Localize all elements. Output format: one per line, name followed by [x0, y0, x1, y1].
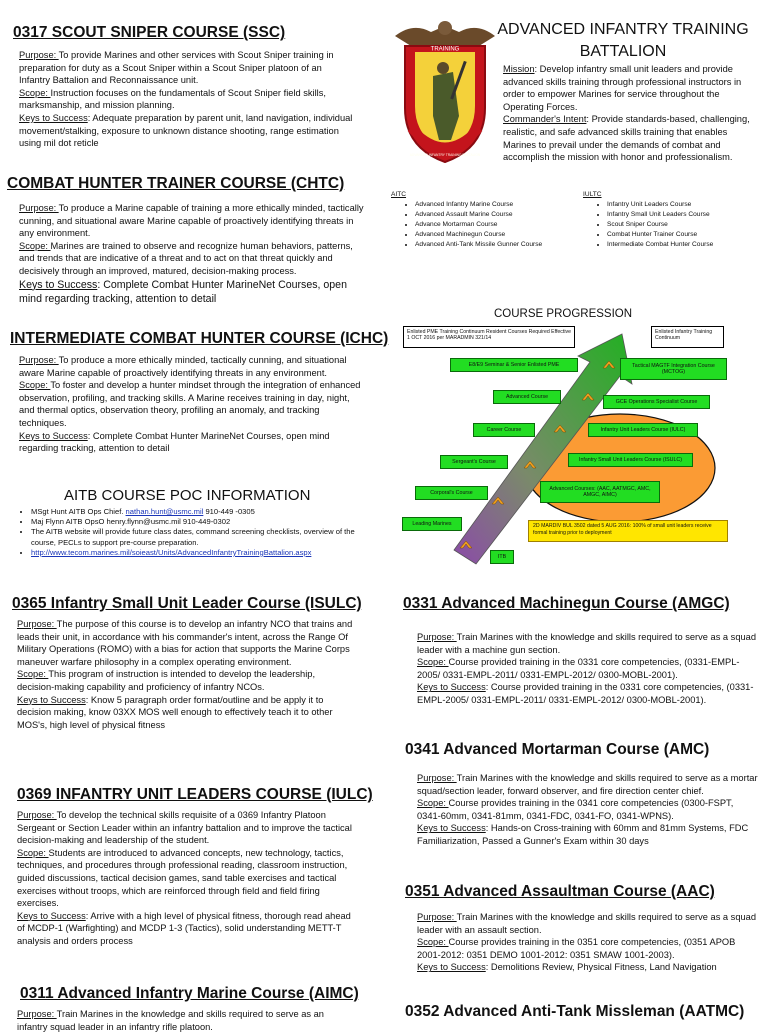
aitb-title: ADVANCED INFANTRY TRAINING BATTALION	[497, 21, 749, 60]
aac-body	[417, 911, 757, 974]
keys-label: Keys to Success	[17, 694, 86, 705]
aac-scope: Course provides training in the 0351 core competencies, (0351 APOB 2001-2012: 0351 DEMO 1001-2012: 0351 SMAW 1001-2003).	[417, 937, 736, 960]
ichc-title: INTERMEDIATE COMBAT HUNTER COURSE (ICHC)	[10, 330, 389, 347]
isulc-purpose: The purpose of this course is to develop an infantry NCO that trains and leads their unit, in accordance with his commander's intent, across the Range Of Military Operations (ROMO) with a bias for action that supports the Marine Corps maneuver warfare philosophy in a complex operating environment.	[17, 619, 353, 667]
aatmc-title: 0352 Advanced Anti-Tank Missleman (AATMC)	[405, 1003, 745, 1020]
purpose-label: Purpose:	[17, 619, 57, 629]
purpose-label: Purpose:	[17, 1009, 57, 1019]
note-pme-continuum: Enlisted PME Training Continuum Resident Courses Required Effective 1 OCT 2016 per MARADMIN 321/14	[403, 326, 575, 348]
scope-label: Scope:	[417, 937, 449, 948]
iultc-list	[583, 190, 713, 250]
iulc-body	[17, 809, 357, 948]
marine-head	[437, 62, 449, 74]
amgc-scope: Course provided training in the 0331 core competencies, (0331-EMPL-2005/ 0331-EMPL-2011/ 0331-EMPL-2012/ 0300-MOBL-2001).	[417, 657, 740, 680]
keys-label: Keys to Success	[19, 430, 88, 441]
list-item: • Intermediate Combat Hunter Course	[607, 240, 713, 250]
mission-text: : Develop infantry small unit leaders and provide advanced skills training through professional instructors in order to empower Marines for service throughout the Operating Forces.	[503, 64, 742, 112]
chtc-purpose: To produce a Marine capable of training a more ethically minded, tactically cunning, and situational aware Marine capable of proactively identifying threats in any environment.	[19, 203, 364, 239]
amc-scope: Course provides training in the 0341 core competencies (0300-FSPT, 0341-60mm, 0341-81mm, 0341-FDC, 0341-FO, 0341-WPNS).	[417, 798, 734, 821]
box-advanced-course: Advanced Course	[493, 390, 561, 404]
emblem-top-text: TRAINING	[430, 46, 460, 53]
iulc-title: 0369 INFANTRY UNIT LEADERS COURSE (IULC)	[17, 786, 373, 803]
list-item: • Scout Sniper Course	[607, 220, 713, 230]
purpose-label: Purpose:	[19, 50, 59, 60]
list-item: • Advance Mortarman Course	[415, 220, 542, 230]
chtc-title: COMBAT HUNTER TRAINER COURSE (CHTC)	[7, 175, 345, 192]
scope-label: Scope:	[17, 847, 49, 858]
poc-hunt-phone: 910-449 -0305	[203, 507, 255, 516]
scope-label: Scope:	[19, 380, 51, 391]
list-item: • Advanced Assault Marine Course	[415, 210, 542, 220]
purpose-label: Purpose:	[19, 203, 59, 213]
poc-item	[31, 507, 371, 517]
aac-keys: : Demolitions Review, Physical Fitness, Land Navigation	[485, 962, 717, 973]
purpose-label: Purpose:	[417, 632, 457, 642]
intent-text: : Provide standards-based, challenging, realistic, and safe advanced skills training that enables Marines to prevail under the demands of combat and accomplish the mission with honor and professionalism.	[503, 114, 750, 163]
iulc-scope: Students are introduced to advanced concepts, new technology, tactics, techniques, and procedures through professional reading, classroom instruction, guided discussions, tactical decision games, sand table exercises and tactical exercises without troops, which are reinforced through field and field firing exercises.	[17, 847, 348, 909]
ssc-title: 0317 SCOUT SNIPER COURSE (SSC)	[13, 24, 286, 41]
scope-label: Scope:	[19, 240, 51, 251]
poc-item: • Maj Flynn AITB OpsO henry.flynn@usmc.mil 910-449-0302	[31, 517, 371, 527]
list-item: • Combat Hunter Trainer Course	[607, 230, 713, 240]
ssc-body	[19, 49, 355, 150]
aitb-body	[503, 63, 755, 164]
note-mardiv-bulletin: 2D MARDIV BUL 3502 dated 5 AUG 2016: 100% of small unit leaders receive formal training prior to deployment	[528, 520, 728, 542]
purpose-label: Purpose:	[417, 773, 457, 783]
scope-label: Scope:	[417, 657, 449, 668]
box-leading-marines: Leading Marines	[402, 517, 462, 531]
progression-title: COURSE PROGRESSION	[494, 308, 633, 320]
amc-body	[417, 772, 759, 848]
ichc-scope: To foster and develop a hunter mindset through the integration of enhanced observation, profiling, and tracking skills. A Marine receives training in day, night, and thermal optics, observation theory, profiling an anomaly, and tracking techniques.	[19, 380, 361, 428]
purpose-label: Purpose:	[417, 912, 457, 922]
scope-label: Scope:	[17, 669, 49, 680]
mission-label: Mission	[503, 64, 535, 74]
keys-label: Keys to Success	[17, 910, 86, 921]
scope-label: Scope:	[417, 798, 449, 809]
note-infantry-continuum: Enlisted Infantry Training Continuum	[651, 326, 724, 348]
ssc-keys: : Adequate preparation by parent unit, land navigation, individual movement/stalking, exposure to unknown distance shooting, range estimation using mil dot reticle	[19, 112, 353, 149]
eagle-head	[438, 21, 452, 35]
amc-title: 0341 Advanced Mortarman Course (AMC)	[405, 741, 710, 758]
poc-title: AITB COURSE POC INFORMATION	[64, 487, 311, 504]
isulc-body	[17, 618, 353, 731]
amgc-title: 0331 Advanced Machinegun Course (AMGC)	[403, 595, 730, 612]
iulc-purpose: To develop the technical skills requisite of a 0369 Infantry Platoon Sergeant or Section Leader within an infantry battalion and to improve the tactical decision-making and leadership of the student.	[17, 810, 352, 846]
aimc-body	[17, 1008, 353, 1033]
box-corporals-course: Corporal's Course	[415, 486, 488, 500]
aac-title: 0351 Advanced Assaultman Course (AAC)	[405, 883, 715, 900]
aac-purpose: Train Marines with the knowledge and skills required to serve as a squad leader with an assault section.	[417, 912, 757, 935]
aitb-emblem	[393, 16, 497, 164]
aitb-website-link[interactable]: http://www.tecom.marines.mil/soieast/Units/AdvancedInfantryTrainingBattalion.aspx	[31, 547, 312, 557]
purpose-label: Purpose:	[19, 355, 59, 365]
amgc-purpose: Train Marines with the knowledge and skills required to serve as a squad leader with a machine gun section.	[417, 632, 757, 655]
aimc-purpose: Train Marines in the knowledge and skills required to serve as an infantry squad leader in an infantry rifle platoon.	[17, 1009, 324, 1032]
isulc-title: 0365 Infantry Small Unit Leader Course (ISULC)	[12, 595, 362, 612]
purpose-label: Purpose:	[17, 810, 57, 820]
iultc-items	[583, 200, 713, 250]
box-iulc: Infantry Unit Leaders Course (IULC)	[588, 423, 698, 437]
ichc-keys: : Complete Combat Hunter MarineNet Courses, open mind regarding tracking, attention to detail	[19, 430, 330, 454]
box-isulc: Infantry Small Unit Leaders Course (ISULC)	[568, 453, 693, 467]
poc-list	[17, 507, 371, 558]
chtc-body	[19, 202, 365, 306]
amc-purpose: Train Marines with the knowledge and skills required to serve as a mortar squad/section leader, forward observer, and fire direction center chief.	[417, 773, 758, 796]
hunt-email-link[interactable]: nathan.hunt@usmc.mil	[125, 507, 204, 516]
keys-label: Keys to Success	[417, 823, 486, 834]
iultc-label: IULTC	[583, 191, 602, 198]
isulc-scope: This program of instruction is intended to develop the leadership, decision-making capability and proficiency of infantry NCOs.	[17, 669, 316, 692]
box-mctog: Tactical MAGTF Integration Course (MCTOG)	[620, 358, 727, 380]
keys-label: Keys to Success	[19, 112, 88, 123]
box-sergeants-course: Sergeant's Course	[440, 455, 508, 469]
scope-label: Scope:	[19, 87, 51, 98]
chtc-keys: : Complete Combat Hunter MarineNet Courses, open mind regarding tracking, attention to detail	[19, 278, 347, 305]
aitc-label: AITC	[391, 191, 407, 198]
amgc-keys: : Course provided training in the 0331 core competencies, (0331-EMPL-2005/ 0331-EMPL-2011/ 0331-EMPL-2012/ 0300-MOBL-2001).	[417, 682, 754, 705]
keys-label: Keys to Success	[417, 682, 486, 693]
box-gce-ops: GCE Operations Specialist Course	[603, 395, 710, 409]
box-e8e9-seminar: E8/E9 Seminar & Senior Enlisted PME	[450, 358, 578, 372]
amgc-body	[417, 631, 757, 707]
poc-item: • The AITB website will provide future class dates, command screening checklists, overview of the course, PECLs to support pre-course preparation.	[31, 527, 371, 547]
list-item: • Infantry Small Unit Leaders Course	[607, 210, 713, 220]
list-item: • Advanced Anti-Tank Missile Gunner Course	[415, 240, 542, 250]
box-advanced-courses: Advanced Courses: (AAC, AATMGC, AMC, AMGC, AIMC)	[540, 481, 660, 503]
aimc-title: 0311 Advanced Infantry Marine Course (AIMC)	[20, 985, 359, 1002]
ichc-purpose: To produce a more ethically minded, tactically cunning, and situational aware Marine capable of proactively identifying threats in any environment.	[19, 355, 347, 378]
box-itb: ITB	[490, 550, 514, 564]
iulc-keys: : Arrive with a high level of physical fitness, thorough read ahead of MCDP-1 (Warfighting) and MCDP 1-3 (Tactics), solid understanding METT-T analysis and orders process	[17, 910, 351, 946]
amc-keys: : Hands-on Cross-training with 60mm and 81mm Systems, FDC Familiarization, Passed a Gunner's Exam within 30 days	[417, 823, 749, 846]
emblem-bottom-text: ADVANCED INFANTRY TRAINING BATTALION	[409, 153, 481, 157]
box-career-course: Career Course	[473, 423, 535, 437]
list-item: • Advanced Machinegun Course	[415, 230, 542, 240]
ssc-purpose: To provide Marines and other services with Scout Sniper training in preparation for duty as a Scout Sniper within a Scout Sniper platoon of an Infantry Battalion and Reconnaissance unit.	[19, 50, 334, 86]
keys-label: Keys to Success	[19, 278, 98, 291]
poc-item	[31, 548, 371, 558]
isulc-keys: : Know 5 paragraph order format/outline and be apply it to decision making, know 03XX MOS well enough to effectively teach it to other MOS's, high level of physical fitness	[17, 694, 333, 730]
ichc-body	[19, 354, 363, 455]
intent-label: Commander's Intent	[503, 114, 587, 125]
chtc-scope: Marines are trained to observe and recognize human behaviors, patterns, and trends that are indicative of a threat and to act on that threat quickly and decisively through an improved, matured, decision-making process.	[19, 240, 353, 276]
list-item: • Infantry Unit Leaders Course	[607, 200, 713, 210]
poc-hunt: MSgt Hunt AITB Ops Chief.	[31, 507, 126, 516]
aitc-list	[391, 190, 542, 250]
aitc-items	[391, 200, 542, 250]
list-item: • Advanced Infantry Marine Course	[415, 200, 542, 210]
ssc-scope: Instruction focuses on the fundamentals of Scout Sniper field skills, marksmanship, and mission planning.	[19, 87, 326, 111]
keys-label: Keys to Success	[417, 962, 486, 973]
